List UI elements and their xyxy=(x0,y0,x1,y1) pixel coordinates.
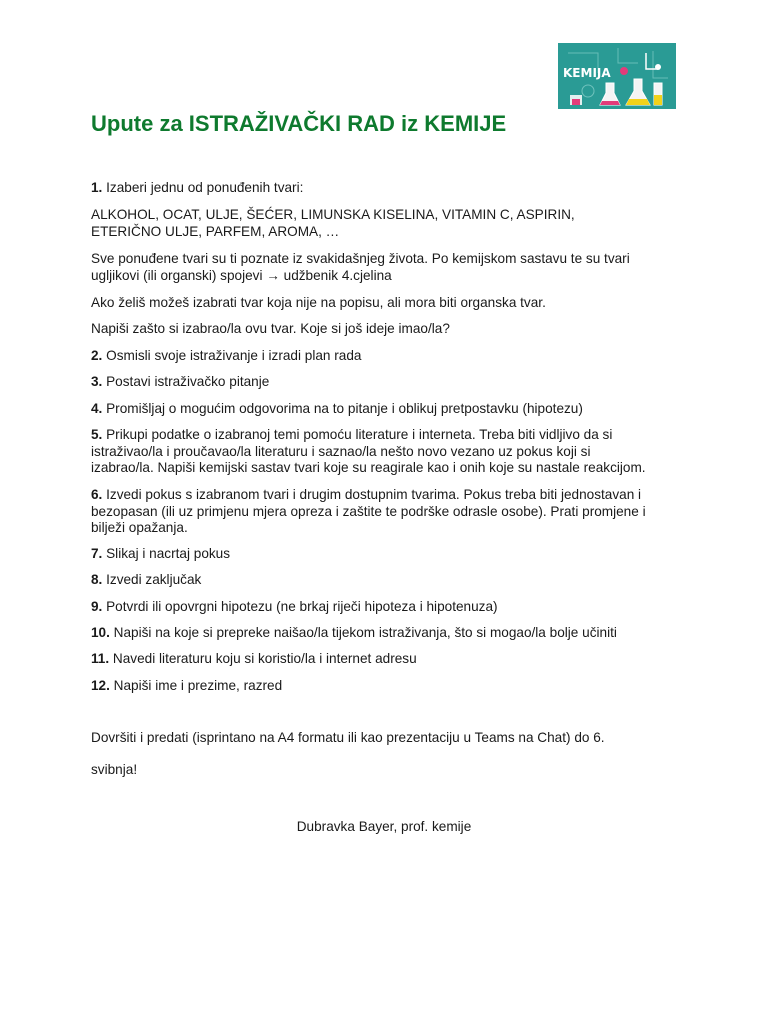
step-number: 10. xyxy=(91,625,110,640)
deadline-date: svibnja! xyxy=(91,762,138,777)
step-text: Postavi istraživačko pitanje xyxy=(102,374,270,389)
step-text: istraživao/la i proučavao/la literaturu i saznao/la nešto novo vezano uz pokus koji si xyxy=(91,443,591,459)
step-text: Izvedi zaključak xyxy=(102,572,202,587)
paragraph-line: ugljikovi (ili organski) spojevi → udžbenik 4.cjelina xyxy=(91,267,392,283)
step-number: 5. xyxy=(91,427,103,442)
step-11 xyxy=(91,651,681,668)
substances-list xyxy=(91,207,691,240)
substances-line: ALKOHOL, OCAT, ULJE, ŠEĆER, LIMUNSKA KISELINA, VITAMIN C, ASPIRIN, xyxy=(91,207,575,222)
step-10 xyxy=(91,625,681,642)
step-12 xyxy=(91,678,681,695)
step-number: 4. xyxy=(91,401,103,416)
deadline-line: Dovršiti i predati (isprintano na A4 formatu ili kao prezentaciju u Teams na Chat) do 6. xyxy=(91,730,605,745)
step-number: 7. xyxy=(91,546,103,561)
lab-glassware-icon xyxy=(558,43,676,109)
step-8 xyxy=(91,572,681,589)
step-number: 6. xyxy=(91,487,103,502)
step-text: izabrao/la. Napiši kemijski sastav tvari koje su reagirale kao i onih koje su nastale reakcijom. xyxy=(91,460,646,475)
kemija-logo xyxy=(558,43,676,109)
step-5 xyxy=(91,427,681,477)
logo-text: KEMIJA xyxy=(563,66,611,80)
step-text: Osmisli svoje istraživanje i izradi plan rada xyxy=(102,348,362,363)
step-3 xyxy=(91,374,681,391)
step-4 xyxy=(91,401,681,418)
organic-note: Ako želiš možeš izabrati tvar koja nije na popisu, ali mora biti organska tvar. xyxy=(91,295,546,310)
paragraph-line: Sve ponuđene tvari su ti poznate iz svakidašnjeg života. Po kemijskom sastavu te su tvari xyxy=(91,251,630,266)
step-number: 2. xyxy=(91,348,103,363)
step-number: 11. xyxy=(91,651,110,666)
step-text: Promišljaj o mogućim odgovorima na to pitanje i oblikuj pretpostavku (hipotezu) xyxy=(102,401,583,416)
step-text: Napiši ime i prezime, razred xyxy=(109,678,283,693)
step-text: Potvrdi ili opovrgni hipotezu (ne brkaj riječi hipoteza i hipotenuza) xyxy=(102,599,498,614)
step-text: Izaberi jednu od ponuđenih tvari: xyxy=(102,180,304,195)
step-number: 12. xyxy=(91,678,110,693)
step-text: Izvedi pokus s izabranom tvari i drugim dostupnim tvarima. Pokus treba biti jednostavan i xyxy=(102,487,642,502)
step-text: bilježi opažanja. xyxy=(91,520,188,535)
step-1 xyxy=(91,180,691,197)
step-9 xyxy=(91,599,681,616)
step-text: Navedi literaturu koju si koristio/la i internet adresu xyxy=(109,651,417,666)
step-text: bezopasan (ili uz primjenu mjera opreza i zaštite te podrške odrasle osobe). Prati promjene i xyxy=(91,503,646,519)
reason-prompt: Napiši zašto si izabrao/la ovu tvar. Koje si još ideje imao/la? xyxy=(91,321,450,336)
step-text: Prikupi podatke o izabranoj temi pomoću literature i interneta. Treba biti vidljivo da si xyxy=(102,427,613,442)
step-number: 3. xyxy=(91,374,103,389)
substances-line: ETERIČNO ULJE, PARFEM, AROMA, … xyxy=(91,223,340,239)
step-6 xyxy=(91,487,681,537)
step-text: Napiši na koje si prepreke naišao/la tijekom istraživanja, što si mogao/la bolje učiniti xyxy=(109,625,617,640)
step-7 xyxy=(91,546,681,563)
step-number: 9. xyxy=(91,599,103,614)
step-2 xyxy=(91,348,681,365)
step-number: 8. xyxy=(91,572,103,587)
step-text: Slikaj i nacrtaj pokus xyxy=(102,546,231,561)
intro-paragraph xyxy=(91,251,691,284)
author-signature: Dubravka Bayer, prof. kemije xyxy=(296,819,472,834)
step-number: 1. xyxy=(91,180,103,195)
page-title: Upute za ISTRAŽIVAČKI RAD iz KEMIJE xyxy=(91,111,507,136)
